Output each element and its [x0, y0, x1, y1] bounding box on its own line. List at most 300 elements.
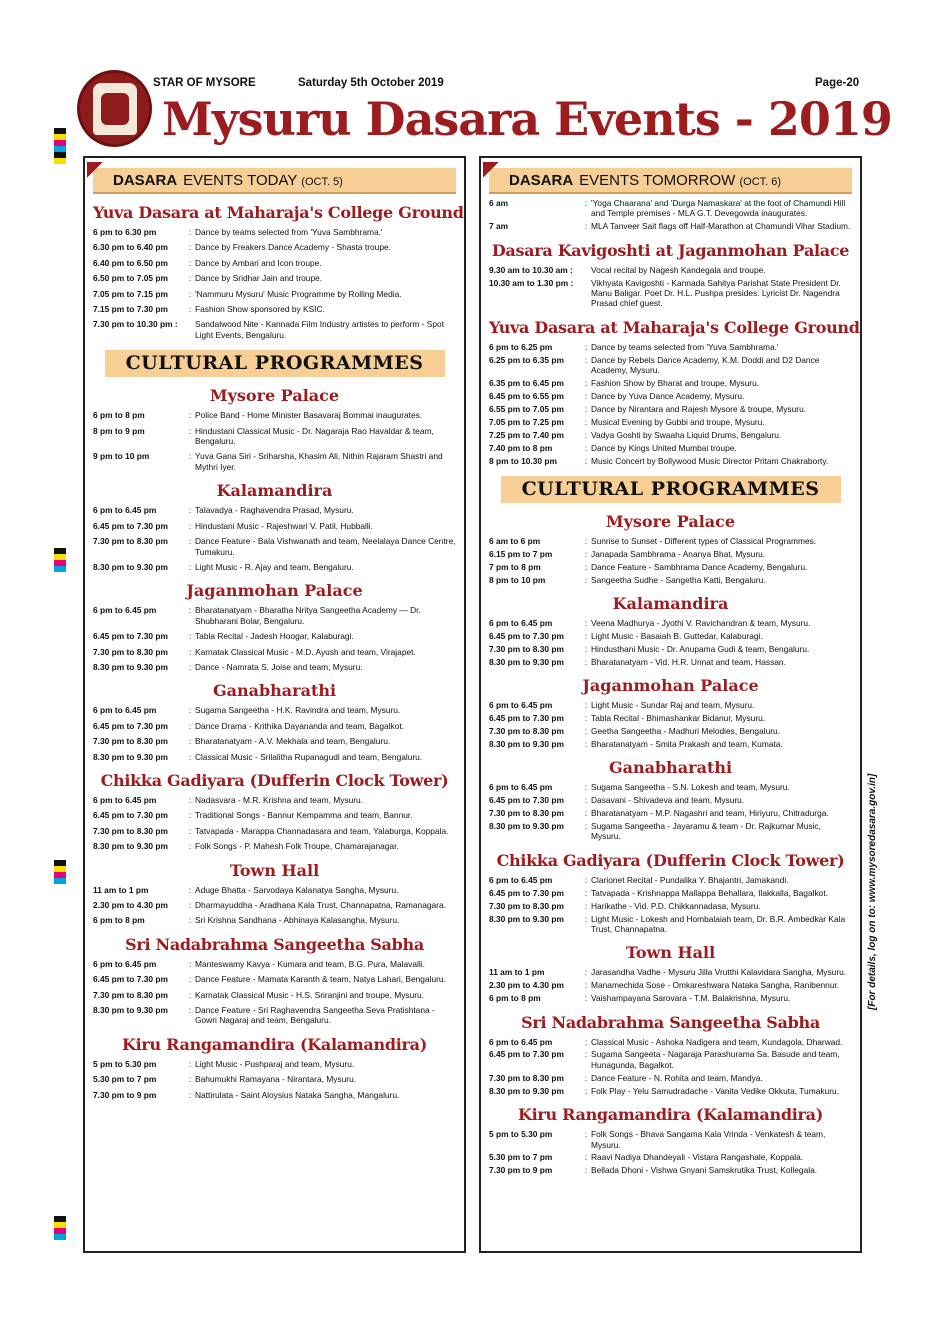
cultural-programmes-heading: CULTURAL PROGRAMMES — [105, 350, 445, 377]
website-note: [For details, log on to: www.mysoredasara.gov.in] — [867, 773, 878, 1010]
event-row — [489, 391, 852, 401]
event-time: 6.45 pm to 7.30 pm — [93, 520, 168, 531]
event-description: Talavadya - Raghavendra Prasad, Mysuru. — [195, 505, 354, 516]
event-description: Nadasvara - M.R. Krishna and team, Mysuru. — [195, 794, 364, 805]
separator: : — [584, 656, 588, 667]
event-description: Dharmayuddha - Aradhana Kala Trust, Channapatna, Ramanagara. — [195, 900, 446, 910]
event-row — [93, 1090, 456, 1100]
event-description: Tabla Recital - Jadesh Hoogar, Kalaburagi. — [195, 631, 354, 642]
separator: : — [584, 782, 588, 793]
event-row — [489, 1037, 852, 1047]
event-time: 6 pm to 8 pm — [93, 915, 145, 926]
event-description: Sugama Sangeetha - H.K. Ravindra and team, Mysuru. — [195, 705, 401, 716]
separator: : — [584, 535, 588, 546]
event-row — [489, 430, 852, 440]
tomorrow-column — [479, 156, 862, 1253]
separator: : — [584, 630, 588, 641]
separator: : — [584, 1072, 588, 1083]
event-time: 11 am to 1 pm — [489, 967, 545, 978]
event-description: Vikhyata Kavigoshti - Kannada Sahitya Parishat State President Dr. Manu Baligar. Poet Dr. H.L. Pushpa presides. Lyricist Dr. Nagendra Prasad chief guest. — [591, 277, 841, 309]
event-time: 5.30 pm to 7 pm — [93, 1074, 157, 1085]
event-description: Vocal recital by Nagesh Kandegala and troupe. — [591, 264, 766, 275]
event-description: Folk Songs - P. Mahesh Folk Troupe, Chamarajanagar. — [195, 841, 399, 852]
venue-heading: Chikka Gadiyara (Dufferin Clock Tower) — [100, 770, 449, 790]
separator: : — [188, 915, 192, 926]
separator: : — [584, 795, 588, 806]
separator: : — [584, 980, 588, 991]
separator: : — [584, 561, 588, 572]
event-time: 6.45 pm to 7.30 pm — [93, 974, 168, 985]
event-time: 8 pm to 9 pm — [93, 425, 145, 436]
event-row — [489, 536, 852, 546]
event-time: 9 pm to 10 pm — [93, 451, 150, 462]
event-time: 11 am to 1 pm — [93, 884, 149, 895]
event-description: Sugama Sangeeta - Nagaraja Parashurama Sa. Basude and team, Hunagunda, Bagalkot. — [591, 1049, 840, 1070]
event-description: Bellada Dhoni - Vishwa Gnyani Samskrutika Trust, Kollegala. — [591, 1165, 818, 1176]
event-description: Dance by Nirantara and Rajesh Mysore & troupe, Mysuru. — [591, 403, 807, 414]
separator: : — [188, 1005, 192, 1016]
event-description: Sugama Sangeetha - Jayaramu & team - Dr. Rajkumar Music, Mysuru. — [591, 821, 821, 842]
separator: : — [188, 720, 192, 731]
event-row — [93, 810, 456, 820]
event-row — [93, 505, 456, 515]
separator: : — [584, 548, 588, 559]
event-description: Dance by teams selected from 'Yuva Sambhrama.' — [591, 341, 779, 352]
event-row — [93, 885, 456, 895]
event-time: 6.40 pm to 6.50 pm — [93, 257, 168, 268]
event-row — [489, 967, 852, 977]
event-row — [489, 575, 852, 585]
venue-heading: Town Hall — [229, 860, 320, 880]
event-description: Classical Music - Ashoka Nadigera and team, Kundagola, Dharwad. — [591, 1036, 843, 1047]
event-time: 6.45 pm to 7.30 pm — [489, 630, 564, 641]
event-row — [93, 990, 456, 1000]
event-description: Folk Play - Yelu Samudradache - Vanita Vedike Okkuta, Tumakuru. — [591, 1085, 839, 1096]
separator: : — [188, 288, 192, 299]
separator: : — [188, 631, 192, 642]
event-row — [489, 1086, 852, 1096]
separator: : — [188, 605, 192, 616]
event-row — [489, 1073, 852, 1083]
event-time: 6.45 pm to 7.30 pm — [489, 795, 564, 806]
event-description: Dance by Rebels Dance Academy, K.M. Doddi and D2 Dance Academy, Mysuru. — [591, 354, 820, 376]
separator: : — [188, 1058, 192, 1069]
event-description: Dance by Sridhar Jain and troupe. — [195, 273, 323, 284]
separator: : — [188, 958, 192, 969]
event-time: 6 pm to 8 pm — [93, 410, 145, 421]
event-time: 6.55 pm to 7.05 pm — [489, 403, 564, 414]
venue-heading: Dasara Kavigoshti at Jaganmohan Palace — [491, 240, 850, 260]
event-description: Sri Krishna Sandhana - Abhinaya Kalasangha, Mysuru. — [195, 915, 400, 926]
event-time: 6 pm to 6.45 pm — [93, 705, 157, 716]
venue-heading: Yuva Dasara at Maharaja's College Ground — [93, 203, 464, 222]
event-description: Hindusthani Music - Dr. Anupama Gudi & team, Bengaluru. — [591, 643, 810, 654]
separator: : — [188, 505, 192, 516]
event-time: 6 pm to 6.45 pm — [489, 700, 553, 711]
event-time: 2.30 pm to 4.30 pm — [93, 900, 168, 910]
separator: : — [584, 221, 588, 232]
event-row — [489, 342, 852, 352]
event-time: 8.30 pm to 9.30 pm — [489, 738, 564, 749]
event-time: 6.45 pm to 7.30 pm — [93, 810, 168, 821]
event-description: 'Yoga Chaarana' and 'Durga Namaskara' at the foot of Chamundi Hill and Temple premises - MLA G.T. Devegowda inaugurates. — [591, 198, 846, 219]
event-row — [489, 657, 852, 667]
registration-marks — [54, 1216, 66, 1240]
event-row — [489, 644, 852, 654]
event-description: Sandalwood Nite - Kannada Film Industry artistes to perform - Spot Light Events, Bengaluru. — [195, 319, 445, 340]
event-row — [489, 914, 852, 935]
event-row — [93, 826, 456, 836]
event-time: 7.30 pm to 8.30 pm — [489, 900, 564, 911]
issue-date: Saturday 5th October 2019 — [298, 77, 444, 89]
event-description: Classical Music - Srilalitha Rupanagudi and team, Bengaluru. — [195, 751, 423, 762]
event-description: Dance Feature - Mamata Karanth & team, Natya Lahari, Bengaluru. — [195, 974, 446, 985]
separator: : — [584, 390, 588, 401]
separator: : — [584, 1152, 588, 1163]
separator: : — [188, 751, 192, 762]
event-description: Jarasandha Vadhe - Mysuru Jilla Vrutthi Kalavidara Sangha, Mysuru. — [591, 967, 847, 978]
event-row — [93, 959, 456, 969]
event-description: Veena Madhurya - Jyothi V. Ravichandran & team, Mysuru. — [591, 618, 811, 629]
event-row — [93, 273, 456, 283]
today-banner — [93, 168, 456, 194]
event-description: Light Music - Lokesh and Hombalaiah team, Dr. B.R. Ambedkar Kala Trust, Channapatna. — [591, 913, 846, 934]
today-column — [83, 156, 466, 1253]
event-time: 6.50 pm to 7.05 pm — [93, 273, 168, 284]
event-row — [489, 726, 852, 736]
event-time: 7 am — [489, 221, 509, 232]
event-row — [489, 739, 852, 749]
event-row — [489, 700, 852, 710]
event-row — [93, 647, 456, 657]
event-time: 7.30 pm to 8.30 pm — [93, 825, 168, 836]
separator: : — [188, 273, 192, 284]
venue-heading: Jaganmohan Palace — [186, 581, 363, 601]
event-time: 6 pm to 6.45 pm — [93, 605, 157, 616]
separator: : — [188, 520, 192, 531]
event-row — [489, 378, 852, 388]
separator: : — [188, 884, 192, 895]
separator: : — [188, 974, 192, 985]
separator: : — [188, 900, 192, 910]
event-description: Bahumukhi Ramayana - Nirantara, Mysuru. — [195, 1074, 357, 1085]
event-time: 6.45 pm to 7.30 pm — [93, 631, 168, 642]
event-description: Manamechida Sose - Omkareshwara Nataka Sangha, Ranibennur. — [591, 980, 840, 991]
event-description: 'Nammuru Mysuru' Music Programme by Rolling Media. — [195, 288, 402, 299]
event-row — [489, 1049, 852, 1070]
event-description: Dance by Kings United Mumbai troupe. — [591, 442, 737, 453]
event-description: Fashion Show sponsored by KSIC. — [195, 304, 325, 315]
event-row — [93, 1005, 456, 1026]
event-row — [489, 782, 852, 792]
event-time: 6 pm to 6.25 pm — [489, 341, 553, 352]
event-row — [93, 736, 456, 746]
event-row — [489, 795, 852, 805]
event-description: Karnatak Classical Music - H.S. Sriranjini and troupe, Mysuru. — [195, 989, 424, 1000]
separator: : — [584, 354, 588, 365]
event-row — [93, 795, 456, 805]
separator: : — [584, 900, 588, 911]
separator: : — [584, 643, 588, 654]
separator: : — [188, 561, 192, 572]
palace-emblem — [93, 83, 137, 135]
event-description: Hindustani Music - Rajeshwari V. Patil, Hubballi. — [195, 520, 373, 531]
separator: : — [584, 808, 588, 819]
event-description: Sangeetha Sudhe - Sangetha Katti, Bengaluru. — [591, 574, 766, 585]
event-description: Vaishampayana Sarovara - T.M. Balakrishna, Mysuru. — [591, 993, 791, 1004]
event-row — [93, 289, 456, 299]
event-description: Dance Drama - Krithika Dayananda and team, Bagalkot. — [195, 720, 405, 731]
separator: : — [188, 1089, 192, 1100]
venue-heading: Ganabharathi — [212, 681, 337, 701]
event-row — [93, 562, 456, 572]
event-row — [93, 319, 456, 340]
separator: : — [188, 410, 192, 421]
event-row — [489, 808, 852, 818]
event-description: Dance - Namrata S. Joise and team, Mysuru. — [195, 661, 363, 672]
event-row — [93, 536, 456, 557]
event-row — [489, 821, 852, 842]
event-time: 6 pm to 6.45 pm — [489, 782, 553, 793]
separator: : — [188, 841, 192, 852]
event-description: Nattirulata - Saint Aloysius Nataka Sangha, Mangaluru. — [195, 1089, 400, 1100]
event-time: 6.45 pm to 7.30 pm — [93, 720, 168, 731]
venue-heading: Jaganmohan Palace — [582, 676, 759, 696]
separator: : — [188, 646, 192, 657]
event-description: Dance by Freakers Dance Academy - Shasta troupe. — [195, 242, 391, 253]
event-time: 7.25 pm to 7.40 pm — [489, 429, 564, 440]
event-row — [489, 549, 852, 559]
separator: : — [584, 1129, 588, 1140]
event-time: 7.30 pm to 8.30 pm — [489, 643, 564, 654]
event-time: 7.30 pm to 8.30 pm — [93, 536, 168, 547]
event-row — [489, 888, 852, 898]
event-time: 7.30 pm to 8.30 pm — [489, 725, 564, 736]
separator: : — [584, 1085, 588, 1096]
event-time: 8.30 pm to 9.30 pm — [93, 561, 168, 572]
event-row — [93, 304, 456, 314]
event-time: 6 pm to 8 pm — [489, 993, 541, 1004]
separator: : — [188, 451, 192, 462]
event-description: Yuva Gana Siri - Sriharsha, Khasim Ali, Nithin Rajaram Shastri and Mythri Iyer. — [195, 451, 443, 472]
event-description: Manteswamy Kavya - Kumara and team, B.G. Pura, Malavalli. — [195, 958, 425, 969]
event-row — [489, 221, 852, 231]
event-time: 5.30 pm to 7 pm — [489, 1152, 553, 1163]
event-time: 10.30 am to 1.30 pm : — [489, 277, 574, 288]
event-time: 6 pm to 6.30 pm — [93, 227, 157, 237]
event-time: 8.30 pm to 9.30 pm — [489, 913, 564, 924]
separator: : — [584, 198, 588, 208]
event-description: Sugama Sangeetha - S.N. Lokesh and team, Mysuru. — [591, 782, 790, 793]
event-description: Music Concert by Bollywood Music Director Pritam Chakraborty. — [591, 455, 829, 466]
separator: : — [584, 738, 588, 749]
separator: : — [188, 825, 192, 836]
separator: : — [188, 810, 192, 821]
event-row — [489, 417, 852, 427]
corner-marker — [483, 162, 499, 178]
event-description: Traditional Songs - Bannur Kempamma and team, Bannur. — [195, 810, 413, 821]
newspaper-logo — [77, 70, 152, 147]
separator: : — [584, 887, 588, 898]
separator: : — [584, 403, 588, 414]
event-time: 7.15 pm to 7.30 pm — [93, 304, 168, 315]
event-row — [93, 752, 456, 762]
banner-date: (OCT. 6) — [739, 176, 782, 188]
event-description: Aduge Bhatta - Sarvodaya Kalanatya Sangha, Mysuru. — [195, 884, 399, 895]
separator: : — [188, 227, 192, 237]
separator: : — [188, 661, 192, 672]
banner-dasara: DASARA — [509, 172, 574, 189]
event-time: 9.30 am to 10.30 am : — [489, 264, 573, 275]
cultural-programmes-heading: CULTURAL PROGRAMMES — [501, 476, 841, 503]
event-time: 7.05 pm to 7.15 pm — [93, 288, 168, 299]
separator: : — [188, 705, 192, 716]
event-description: Bharatanatyam - Vid. H.R. Unnat and team, Hassan. — [591, 656, 786, 667]
event-time: 6 pm to 6.45 pm — [489, 618, 553, 629]
event-time: 8.30 pm to 9.30 pm — [489, 1085, 564, 1096]
event-description: Police Band - Home Minister Basavaraj Bommai inaugurates. — [195, 410, 423, 421]
event-row — [489, 1165, 852, 1175]
event-description: Dance by Ambari and Icon troupe. — [195, 257, 322, 268]
event-description: Light Music - Basaiah B. Guttedar, Kalaburagi. — [591, 630, 763, 641]
event-description: Bharatanatyam - M.P. Nagashri and team, Hiriyuru, Chitradurga. — [591, 808, 829, 819]
event-time: 6 am to 6 pm — [489, 535, 541, 546]
separator: : — [584, 416, 588, 427]
event-row — [489, 713, 852, 723]
separator: : — [584, 874, 588, 885]
event-description: Tabla Recital - Bhimashankar Bidanur, Mysuru. — [591, 713, 766, 724]
event-time: 6 pm to 6.45 pm — [93, 794, 157, 805]
event-time: 6 pm to 6.45 pm — [93, 505, 157, 516]
separator — [581, 278, 591, 309]
event-time: 7.30 pm to 8.30 pm — [489, 1072, 564, 1083]
event-description: Fashion Show by Bharat and troupe, Mysuru. — [591, 378, 760, 389]
event-row — [489, 993, 852, 1003]
separator: : — [188, 536, 192, 547]
venue-heading: Ganabharathi — [608, 758, 733, 778]
event-row — [93, 605, 456, 626]
event-row — [93, 662, 456, 672]
event-row — [93, 227, 456, 237]
event-description: Light Music - Pushparaj and team, Mysuru. — [195, 1058, 355, 1069]
tomorrow-banner — [489, 168, 852, 194]
event-row — [489, 456, 852, 466]
event-time: 7.05 pm to 7.25 pm — [489, 416, 564, 427]
banner-date: (OCT. 5) — [301, 176, 343, 188]
separator: : — [584, 1036, 588, 1047]
event-description: Sunrise to Sunset - Different types of Classical Programmes. — [591, 535, 817, 546]
event-description: Dance Feature - Sri Raghavendra Sangeetha Seva Pratishtana - Gowri Nagaraj and team, Bengaluru. — [195, 1005, 435, 1026]
event-time: 6.30 pm to 6.40 pm — [93, 242, 168, 253]
separator: : — [584, 821, 588, 831]
separator: : — [584, 341, 588, 352]
event-row — [93, 521, 456, 531]
separator: : — [584, 1165, 588, 1176]
separator: : — [188, 242, 192, 253]
event-description: Hindustani Classical Music - Dr. Nagaraja Rao Havaldar & team, Bengaluru. — [195, 425, 434, 447]
event-row — [93, 258, 456, 268]
event-description: Light Music - R. Ajay and team, Bengaluru. — [195, 561, 354, 572]
event-time: 6 am — [489, 198, 509, 208]
event-row — [93, 410, 456, 420]
event-time: 6.15 pm to 7 pm — [489, 548, 553, 559]
separator: : — [188, 794, 192, 805]
event-time: 8 pm to 10 pm — [489, 574, 546, 585]
event-description: Dance by Yuva Dance Academy, Mysuru. — [591, 390, 745, 401]
venue-heading: Chikka Gadiyara (Dufferin Clock Tower) — [496, 850, 845, 870]
event-time: 8.30 pm to 9.30 pm — [93, 751, 168, 762]
event-row — [489, 631, 852, 641]
event-time: 6.45 pm to 7.30 pm — [489, 887, 564, 898]
event-time: 7.30 pm to 8.30 pm — [93, 736, 168, 747]
registration-marks — [54, 860, 66, 884]
separator: : — [584, 429, 588, 440]
event-row — [93, 900, 456, 910]
event-description: Light Music - Sundar Raj and team, Mysuru. — [591, 700, 755, 711]
event-time: 7.30 pm to 8.30 pm — [93, 646, 168, 657]
separator: : — [188, 1074, 192, 1085]
event-description: Dasavani - Shivadeva and team, Mysuru. — [591, 795, 745, 806]
corner-marker — [87, 162, 103, 178]
event-row — [93, 451, 456, 472]
event-time: 8.30 pm to 9.30 pm — [489, 656, 564, 667]
event-row — [489, 198, 852, 219]
event-description: Folk Songs - Bhava Sangama Kala Vrinda - Venkatesh & team, Mysuru. — [591, 1129, 826, 1150]
event-time: 6.25 pm to 6.35 pm — [489, 354, 564, 365]
event-time: 6.45 pm to 7.30 pm — [489, 713, 564, 724]
event-time: 8 pm to 10.30 pm — [489, 455, 557, 466]
event-time: 2.30 pm to 4.30 pm — [489, 980, 564, 991]
event-time: 7 pm to 8 pm — [489, 561, 541, 572]
event-description: Clarionet Recital - Pundalika Y. Bhajantri, Jamakandi. — [591, 874, 789, 885]
venue-heading: Town Hall — [625, 943, 716, 963]
event-row — [489, 265, 852, 275]
event-row — [489, 404, 852, 414]
event-row — [489, 562, 852, 572]
event-time: 6.45 pm to 7.30 pm — [489, 1049, 564, 1060]
separator — [581, 265, 591, 275]
separator: : — [584, 913, 588, 924]
event-row — [489, 875, 852, 885]
event-row — [489, 980, 852, 990]
venue-heading: Mysore Palace — [209, 386, 340, 406]
event-description: Tatvapada - Marappa Channadasara and team, Yalaburga, Koppala. — [195, 825, 449, 836]
event-row — [93, 721, 456, 731]
event-description: Tatvapada - Krishnappa Mallappa Behallara, Ilakkalla, Bagalkot. — [591, 887, 828, 898]
paper-name: STAR OF MYSORE — [153, 77, 256, 89]
banner-text: EVENTS TOMORROW — [579, 172, 736, 189]
event-row — [93, 631, 456, 641]
separator: : — [188, 304, 192, 315]
separator: : — [584, 378, 588, 389]
event-row — [489, 618, 852, 628]
venue-heading: Kalamandira — [612, 594, 729, 614]
event-time: 6 pm to 6.45 pm — [489, 1036, 553, 1047]
separator: : — [188, 257, 192, 268]
event-row — [489, 443, 852, 453]
separator: : — [584, 455, 588, 466]
event-row — [93, 915, 456, 925]
event-description: MLA Tanveer Sait flags off Half-Marathon at Chamundi Vihar Stadium. — [591, 221, 851, 232]
event-time: 6 pm to 6.45 pm — [93, 958, 157, 969]
event-time: 8.30 pm to 9.30 pm — [489, 821, 564, 831]
event-row — [93, 1074, 456, 1084]
separator: : — [584, 967, 588, 978]
separator: : — [584, 713, 588, 724]
event-row — [93, 242, 456, 252]
event-time: 6.35 pm to 6.45 pm — [489, 378, 564, 389]
event-time: 7.30 pm to 10.30 pm : — [93, 319, 178, 330]
